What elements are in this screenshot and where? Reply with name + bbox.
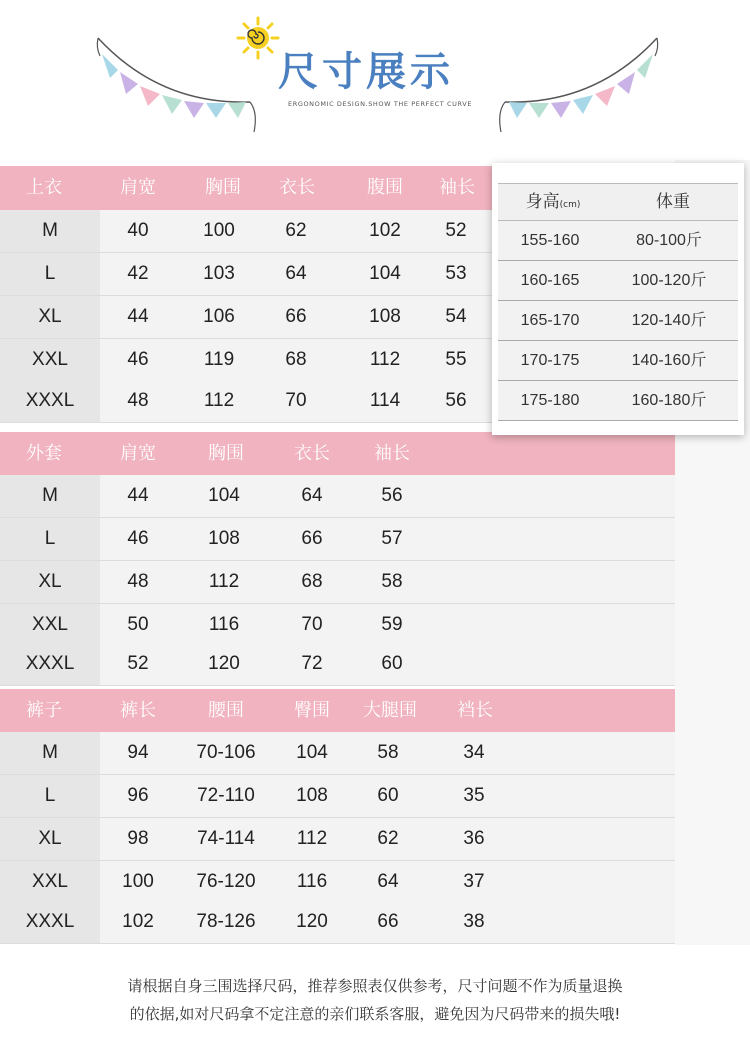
measurement-cell: 112: [296, 828, 328, 849]
measurement-cell: 114: [369, 390, 401, 411]
measurement-cell: 100: [203, 220, 235, 241]
size-label: M: [42, 742, 58, 763]
measurement-cell: 60: [377, 785, 399, 806]
bunting-right: [490, 30, 665, 135]
weight-range: 120-140斤: [631, 312, 707, 329]
measurement-cell: 62: [377, 828, 399, 849]
pants-header-cell: 裤子: [26, 700, 62, 721]
height-unit: (cm): [559, 200, 581, 210]
size-label: XXXL: [25, 390, 75, 411]
pants-header-row: [0, 689, 675, 733]
measurement-cell: 102: [122, 911, 154, 932]
measurement-cell: 112: [203, 390, 235, 411]
measurement-cell: 46: [127, 528, 149, 549]
tops-header-cell: 肩宽: [120, 177, 156, 198]
measurement-cell: 54: [445, 306, 467, 327]
measurement-cell: 64: [301, 485, 323, 506]
size-label: XXL: [32, 349, 68, 370]
height-range: 165-170: [520, 312, 580, 329]
reference-row: [498, 381, 738, 421]
measurement-cell: 66: [285, 306, 307, 327]
measurement-cell: 119: [203, 349, 235, 370]
pants-table-row: [0, 818, 675, 861]
measurement-cell: 72: [301, 653, 323, 674]
coat-table-row: [0, 643, 675, 686]
measurement-cell: 38: [463, 911, 485, 932]
reference-row: [498, 221, 738, 261]
coat-header-cell: 袖长: [374, 443, 410, 464]
height-range: 160-165: [520, 272, 580, 289]
measurement-cell: 104: [369, 263, 401, 284]
measurement-cell: 74-114: [197, 828, 255, 849]
measurement-cell: 36: [463, 828, 485, 849]
measurement-cell: 48: [127, 390, 149, 411]
size-note-line-1: 请根据自身三围选择尺码，推荐参照表仅供参考，尺寸问题不作为质量退换: [127, 977, 623, 995]
measurement-cell: 64: [285, 263, 307, 284]
page-header: [0, 0, 750, 150]
measurement-cell: 120: [296, 911, 328, 932]
measurement-cell: 66: [377, 911, 399, 932]
size-label: XXL: [32, 614, 68, 635]
weight-header: 体重: [656, 192, 690, 212]
tops-header-cell: 腹围: [367, 177, 403, 198]
measurement-cell: 48: [127, 571, 149, 592]
size-label: XXL: [32, 871, 68, 892]
coat-table-row: [0, 604, 675, 647]
pants-header-cell: 裆长: [457, 700, 493, 721]
measurement-cell: 60: [381, 653, 403, 674]
measurement-cell: 68: [301, 571, 323, 592]
weight-range: 140-160斤: [631, 352, 707, 369]
tops-header-cell: 衣长: [279, 177, 315, 198]
reference-row: [498, 341, 738, 381]
height-header: [498, 184, 608, 223]
measurement-cell: 70: [285, 390, 307, 411]
weight-range: 80-100斤: [636, 232, 702, 249]
pants-table-row: [0, 732, 675, 775]
measurement-cell: 120: [208, 653, 240, 674]
size-note-line-2: 的依据,如对尺码拿不定注意的亲们联系客服，避免因为尺码带来的损失哦!: [129, 1005, 621, 1023]
page-subtitle: ERGONOMIC DESIGN.SHOW THE PERFECT CURVE: [288, 100, 473, 108]
pants-header-cell: 大腿围: [363, 700, 417, 721]
coat-header-cell: 外套: [26, 443, 62, 464]
measurement-cell: 52: [445, 220, 467, 241]
size-label: XL: [38, 571, 62, 592]
measurement-cell: 42: [127, 263, 149, 284]
reference-row: [498, 301, 738, 341]
measurement-cell: 116: [208, 614, 240, 635]
measurement-cell: 112: [208, 571, 240, 592]
measurement-cell: 52: [127, 653, 149, 674]
pants-table-row: [0, 775, 675, 818]
pants-header-cell: 裤长: [120, 700, 156, 721]
measurement-cell: 72-110: [197, 785, 255, 806]
bunting-left: [90, 30, 265, 135]
pants-table-row: [0, 861, 675, 904]
height-range: 170-175: [520, 352, 580, 369]
coat-header-cell: 胸围: [208, 443, 244, 464]
measurement-cell: 53: [445, 263, 467, 284]
size-label: XL: [38, 306, 62, 327]
measurement-cell: 116: [296, 871, 328, 892]
coat-table-row: [0, 561, 675, 604]
coat-header-cell: 肩宽: [120, 443, 156, 464]
measurement-cell: 64: [377, 871, 399, 892]
coat-table-row: [0, 518, 675, 561]
measurement-cell: 98: [127, 828, 149, 849]
size-label: L: [44, 528, 56, 549]
measurement-cell: 94: [127, 742, 149, 763]
size-label: M: [42, 485, 58, 506]
measurement-cell: 44: [127, 306, 149, 327]
measurement-cell: 108: [369, 306, 401, 327]
tops-header-cell: 胸围: [205, 177, 241, 198]
height-label: 身高: [525, 192, 560, 212]
page-title: 尺寸展示: [278, 49, 454, 95]
measurement-cell: 70-106: [196, 742, 256, 763]
measurement-cell: 108: [208, 528, 240, 549]
reference-header: [498, 183, 738, 221]
measurement-cell: 62: [285, 220, 307, 241]
weight-range: 100-120斤: [631, 272, 707, 289]
height-range: 175-180: [520, 392, 580, 409]
measurement-cell: 37: [463, 871, 485, 892]
measurement-cell: 103: [203, 263, 235, 284]
measurement-cell: 104: [296, 742, 328, 763]
coat-header-row: [0, 432, 675, 476]
tops-header-cell: 上衣: [26, 177, 62, 198]
coat-header-cell: 衣长: [294, 443, 330, 464]
size-label: XXXL: [25, 653, 75, 674]
measurement-cell: 106: [203, 306, 235, 327]
measurement-cell: 59: [381, 614, 403, 635]
measurement-cell: 58: [381, 571, 403, 592]
coat-table-row: [0, 475, 675, 518]
height-weight-reference: [492, 163, 744, 435]
size-label: L: [44, 785, 56, 806]
height-range: 155-160: [520, 232, 580, 249]
measurement-cell: 78-126: [196, 911, 256, 932]
measurement-cell: 46: [127, 349, 149, 370]
size-label: XL: [38, 828, 62, 849]
measurement-cell: 44: [127, 485, 149, 506]
measurement-cell: 56: [381, 485, 403, 506]
reference-row: [498, 261, 738, 301]
measurement-cell: 70: [301, 614, 323, 635]
measurement-cell: 66: [301, 528, 323, 549]
measurement-cell: 55: [445, 349, 467, 370]
size-label: M: [42, 220, 58, 241]
measurement-cell: 108: [296, 785, 328, 806]
measurement-cell: 76-120: [196, 871, 256, 892]
weight-range: 160-180斤: [631, 392, 707, 409]
measurement-cell: 58: [377, 742, 399, 763]
tops-header-cell: 袖长: [439, 177, 475, 198]
measurement-cell: 35: [463, 785, 485, 806]
measurement-cell: 57: [381, 528, 403, 549]
size-label: XXXL: [25, 911, 75, 932]
measurement-cell: 112: [369, 349, 401, 370]
pants-table-row: [0, 901, 675, 944]
measurement-cell: 104: [208, 485, 240, 506]
size-label: L: [44, 263, 56, 284]
pants-header-cell: 臀围: [294, 700, 330, 721]
pants-header-cell: 腰围: [208, 700, 244, 721]
measurement-cell: 102: [369, 220, 401, 241]
measurement-cell: 100: [122, 871, 154, 892]
measurement-cell: 34: [463, 742, 485, 763]
measurement-cell: 68: [285, 349, 307, 370]
measurement-cell: 96: [127, 785, 149, 806]
measurement-cell: 40: [127, 220, 149, 241]
measurement-cell: 56: [445, 390, 467, 411]
measurement-cell: 50: [127, 614, 149, 635]
